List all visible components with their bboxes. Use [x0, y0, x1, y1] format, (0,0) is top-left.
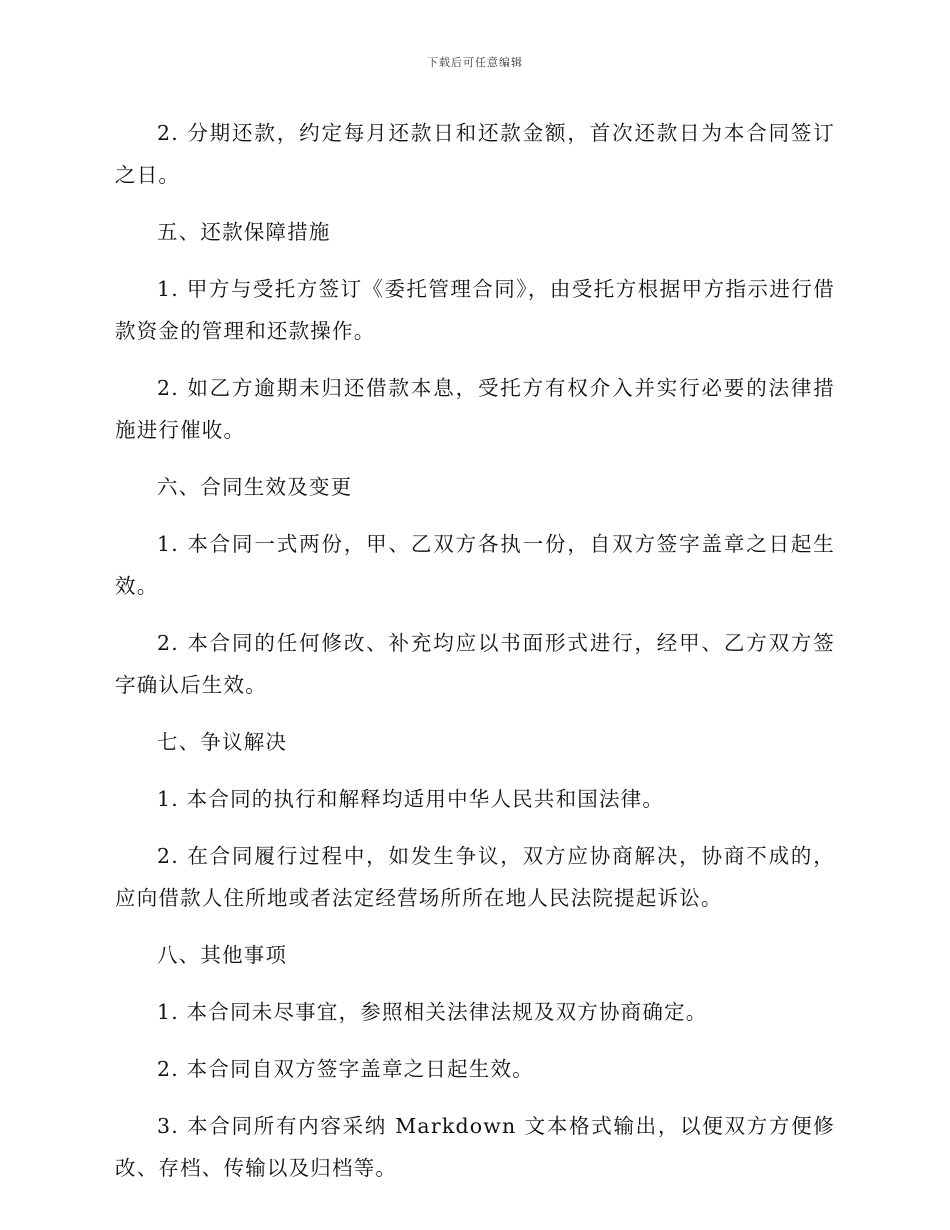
clause-8-3: 3. 本合同所有内容采纳 Markdown 文本格式输出，以便双方方便修改、存档、传输以及归档等。	[115, 1114, 835, 1180]
clause-7-1: 1. 本合同的执行和解释均适用中华人民共和国法律。	[157, 787, 665, 811]
clause-7-2: 2. 在合同履行过程中，如发生争议，双方应协商解决，协商不成的，应向借款人住所地或者法定经营场所所在地人民法院提起诉讼。	[115, 844, 835, 910]
section-heading-7: 七、争议解决	[157, 730, 288, 754]
clause-6-2: 2. 本合同的任何修改、补充均应以书面形式进行，经甲、乙方双方签字确认后生效。	[115, 631, 835, 697]
clause-4-2: 2. 分期还款，约定每月还款日和还款金额，首次还款日为本合同签订之日。	[115, 121, 835, 187]
clause-5-1: 1. 甲方与受托方签订《委托管理合同》，由受托方根据甲方指示进行借款资金的管理和还款操作。	[115, 277, 835, 343]
page-header: 下载后可任意编辑	[427, 56, 523, 69]
clause-5-2: 2. 如乙方逾期未归还借款本息，受托方有权介入并实行必要的法律措施进行催收。	[115, 376, 835, 442]
clause-6-1: 1. 本合同一式两份，甲、乙双方各执一份，自双方签字盖章之日起生效。	[115, 532, 835, 598]
clause-8-1: 1. 本合同未尽事宜，参照相关法律法规及双方协商确定。	[157, 1000, 708, 1024]
section-heading-5: 五、还款保障措施	[157, 220, 331, 244]
document-body	[115, 112, 835, 1204]
section-heading-6: 六、合同生效及变更	[157, 475, 353, 499]
section-heading-8: 八、其他事项	[157, 943, 288, 967]
clause-8-2: 2. 本合同自双方签字盖章之日起生效。	[157, 1057, 534, 1081]
